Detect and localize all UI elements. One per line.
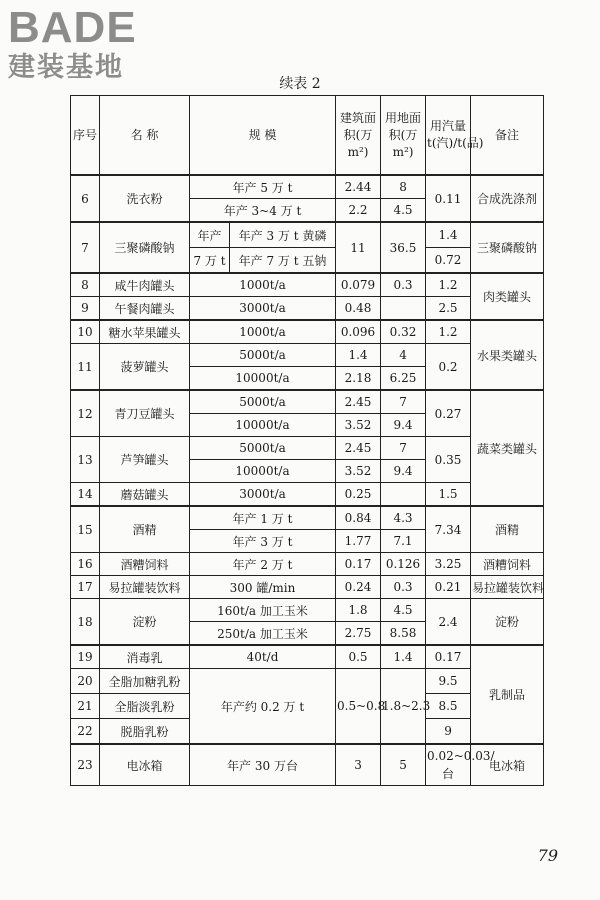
header-scale: 规 模: [190, 96, 336, 176]
row-building: 1.77: [336, 530, 381, 553]
row-building: 0.25: [336, 483, 381, 507]
row-building: 2.45: [336, 390, 381, 414]
row-no: 12: [71, 390, 100, 437]
row-building: 2.45: [336, 437, 381, 460]
header-land-area: 用地面积(万 m²): [381, 96, 426, 176]
row-scale: 年产约 0.2 万 t: [190, 669, 336, 745]
row-no: 18: [71, 599, 100, 646]
row-scale: 5000t/a: [190, 390, 336, 414]
row-steam: 0.02~0.03/台: [426, 744, 471, 786]
row-note: 淀粉: [471, 599, 544, 646]
row-scale: 250t/a 加工玉米: [190, 622, 336, 646]
header-building-area: 建筑面积(万 m²): [336, 96, 381, 176]
row-name: 全脂淡乳粉: [100, 694, 190, 719]
row-steam: 0.11: [426, 175, 471, 222]
row-land: 0.3: [381, 576, 426, 599]
logo-wordmark: BADE: [8, 3, 137, 52]
row-land: 8: [381, 175, 426, 199]
row-land: 0.32: [381, 320, 426, 344]
row-scale: 5000t/a: [190, 344, 336, 367]
row-scale: 1000t/a: [190, 320, 336, 344]
row-note: 水果类罐头: [471, 320, 544, 390]
row-land: 36.5: [381, 222, 426, 273]
row-scale: 年产 3~4 万 t: [190, 199, 336, 223]
row-steam: 3.25: [426, 553, 471, 576]
row-land: 0.126: [381, 553, 426, 576]
row-building: 1.8: [336, 599, 381, 622]
row-building: 2.18: [336, 367, 381, 391]
row-name: 酒糟饲料: [100, 553, 190, 576]
table-row: [71, 744, 544, 786]
row-building: 0.079: [336, 273, 381, 297]
row-name: 糖水苹果罐头: [100, 320, 190, 344]
data-table: [70, 95, 544, 786]
row-building: 1.4: [336, 344, 381, 367]
row-land: 7.1: [381, 530, 426, 553]
table-row: [71, 645, 544, 669]
row-land: 1.4: [381, 645, 426, 669]
row-no: 15: [71, 506, 100, 553]
row-building: 3.52: [336, 460, 381, 483]
table-row: [71, 599, 544, 622]
row-steam: 9.5: [426, 669, 471, 694]
row-scale: 年产 1 万 t: [190, 506, 336, 530]
row-land: 7: [381, 390, 426, 414]
row-steam: 9: [426, 719, 471, 745]
row-land: 4.5: [381, 199, 426, 223]
row-land: 9.4: [381, 414, 426, 437]
row-scale: 年产 30 万台: [190, 744, 336, 786]
row-steam: 1.2: [426, 320, 471, 344]
row-scale: 年产 5 万 t: [190, 175, 336, 199]
row-note: 三聚磷酸钠: [471, 222, 544, 273]
row-scale: 3000t/a: [190, 297, 336, 321]
row-no: 13: [71, 437, 100, 483]
row-note: 酒精: [471, 506, 544, 553]
row-building: 11: [336, 222, 381, 273]
row-steam: 2.5: [426, 297, 471, 321]
row-note: 蔬菜类罐头: [471, 390, 544, 506]
row-building: 0.096: [336, 320, 381, 344]
row-name: 青刀豆罐头: [100, 390, 190, 437]
row-name: 电冰箱: [100, 744, 190, 786]
row-steam: 2.4: [426, 599, 471, 646]
row-note: 酒糟饲料: [471, 553, 544, 576]
row-building: 2.75: [336, 622, 381, 646]
row-steam: 0.72: [426, 248, 471, 274]
row-name: 三聚磷酸钠: [100, 222, 190, 273]
row-no: 21: [71, 694, 100, 719]
row-land: 8.58: [381, 622, 426, 646]
row-steam: 0.17: [426, 645, 471, 669]
row-land: 6.25: [381, 367, 426, 391]
row-scale: 年产 3 万 t 黄磷: [230, 222, 336, 248]
row-scale: 年产 3 万 t: [190, 530, 336, 553]
row-note: 肉类罐头: [471, 273, 544, 320]
row-land: [381, 483, 426, 507]
row-name: 洗衣粉: [100, 175, 190, 222]
table-row: [71, 390, 544, 414]
table-row: [71, 576, 544, 599]
table-caption: 续表 2: [279, 76, 321, 92]
row-building: 0.5: [336, 645, 381, 669]
row-name: 易拉罐装饮料: [100, 576, 190, 599]
row-no: 16: [71, 553, 100, 576]
row-land: 4: [381, 344, 426, 367]
row-scale: 10000t/a: [190, 460, 336, 483]
table-row: [71, 320, 544, 344]
row-land: 4.3: [381, 506, 426, 530]
row-name: 蘑菇罐头: [100, 483, 190, 507]
row-steam: 0.21: [426, 576, 471, 599]
row-land: [381, 297, 426, 321]
row-name: 咸牛肉罐头: [100, 273, 190, 297]
row-no: 19: [71, 645, 100, 669]
row-scale: 40t/d: [190, 645, 336, 669]
row-name: 淀粉: [100, 599, 190, 646]
row-steam: 1.5: [426, 483, 471, 507]
row-scale-prefix: 7 万 t: [190, 248, 230, 274]
row-note: 乳制品: [471, 645, 544, 744]
row-land: 4.5: [381, 599, 426, 622]
row-land: 0.3: [381, 273, 426, 297]
row-steam: 0.2: [426, 344, 471, 391]
row-note: 易拉罐装饮料: [471, 576, 544, 599]
row-no: 23: [71, 744, 100, 786]
header-no: 序号: [71, 96, 100, 176]
row-building: 0.17: [336, 553, 381, 576]
table-row: [71, 222, 544, 248]
row-name: 脱脂乳粉: [100, 719, 190, 745]
row-no: 14: [71, 483, 100, 507]
row-steam: 7.34: [426, 506, 471, 553]
row-note: 合成洗涤剂: [471, 175, 544, 222]
row-building: 0.24: [336, 576, 381, 599]
header-name: 名 称: [100, 96, 190, 176]
header-steam: 用汽量t(汽)/t(品): [426, 96, 471, 176]
row-steam: 1.4: [426, 222, 471, 248]
row-scale: 1000t/a: [190, 273, 336, 297]
row-scale: 5000t/a: [190, 437, 336, 460]
row-no: 11: [71, 344, 100, 391]
row-no: 17: [71, 576, 100, 599]
row-scale-prefix: 年产: [190, 222, 230, 248]
row-no: 9: [71, 297, 100, 321]
row-no: 22: [71, 719, 100, 745]
row-land: 5: [381, 744, 426, 786]
header-row: [71, 96, 544, 176]
header-note: 备注: [471, 96, 544, 176]
row-scale: 10000t/a: [190, 414, 336, 437]
logo-subtitle: 建装基地: [8, 52, 124, 83]
row-no: 20: [71, 669, 100, 694]
row-no: 7: [71, 222, 100, 273]
row-no: 8: [71, 273, 100, 297]
row-building: 3.52: [336, 414, 381, 437]
row-name: 全脂加糖乳粉: [100, 669, 190, 694]
table-row: [71, 273, 544, 297]
row-building: 2.44: [336, 175, 381, 199]
table-row: [71, 175, 544, 199]
row-name: 菠萝罐头: [100, 344, 190, 391]
row-steam: 0.27: [426, 390, 471, 437]
row-scale: 10000t/a: [190, 367, 336, 391]
row-name: 芦笋罐头: [100, 437, 190, 483]
row-note: 电冰箱: [471, 744, 544, 786]
row-scale: 300 罐/min: [190, 576, 336, 599]
row-scale: 年产 7 万 t 五钠: [230, 248, 336, 274]
row-building: 0.5~0.8: [336, 669, 381, 745]
table-row: [71, 553, 544, 576]
row-scale: 3000t/a: [190, 483, 336, 507]
page-number: 79: [537, 846, 558, 865]
row-no: 6: [71, 175, 100, 222]
row-building: 3: [336, 744, 381, 786]
row-name: 酒精: [100, 506, 190, 553]
row-building: 2.2: [336, 199, 381, 223]
table-row: [71, 506, 544, 530]
row-scale: 年产 2 万 t: [190, 553, 336, 576]
row-land: 9.4: [381, 460, 426, 483]
row-land: 7: [381, 437, 426, 460]
row-no: 10: [71, 320, 100, 344]
row-scale: 160t/a 加工玉米: [190, 599, 336, 622]
row-steam: 0.35: [426, 437, 471, 483]
row-building: 0.48: [336, 297, 381, 321]
row-land: 1.8~2.3: [381, 669, 426, 745]
row-name: 午餐肉罐头: [100, 297, 190, 321]
row-steam: 8.5: [426, 694, 471, 719]
row-steam: 1.2: [426, 273, 471, 297]
row-building: 0.84: [336, 506, 381, 530]
row-name: 消毒乳: [100, 645, 190, 669]
